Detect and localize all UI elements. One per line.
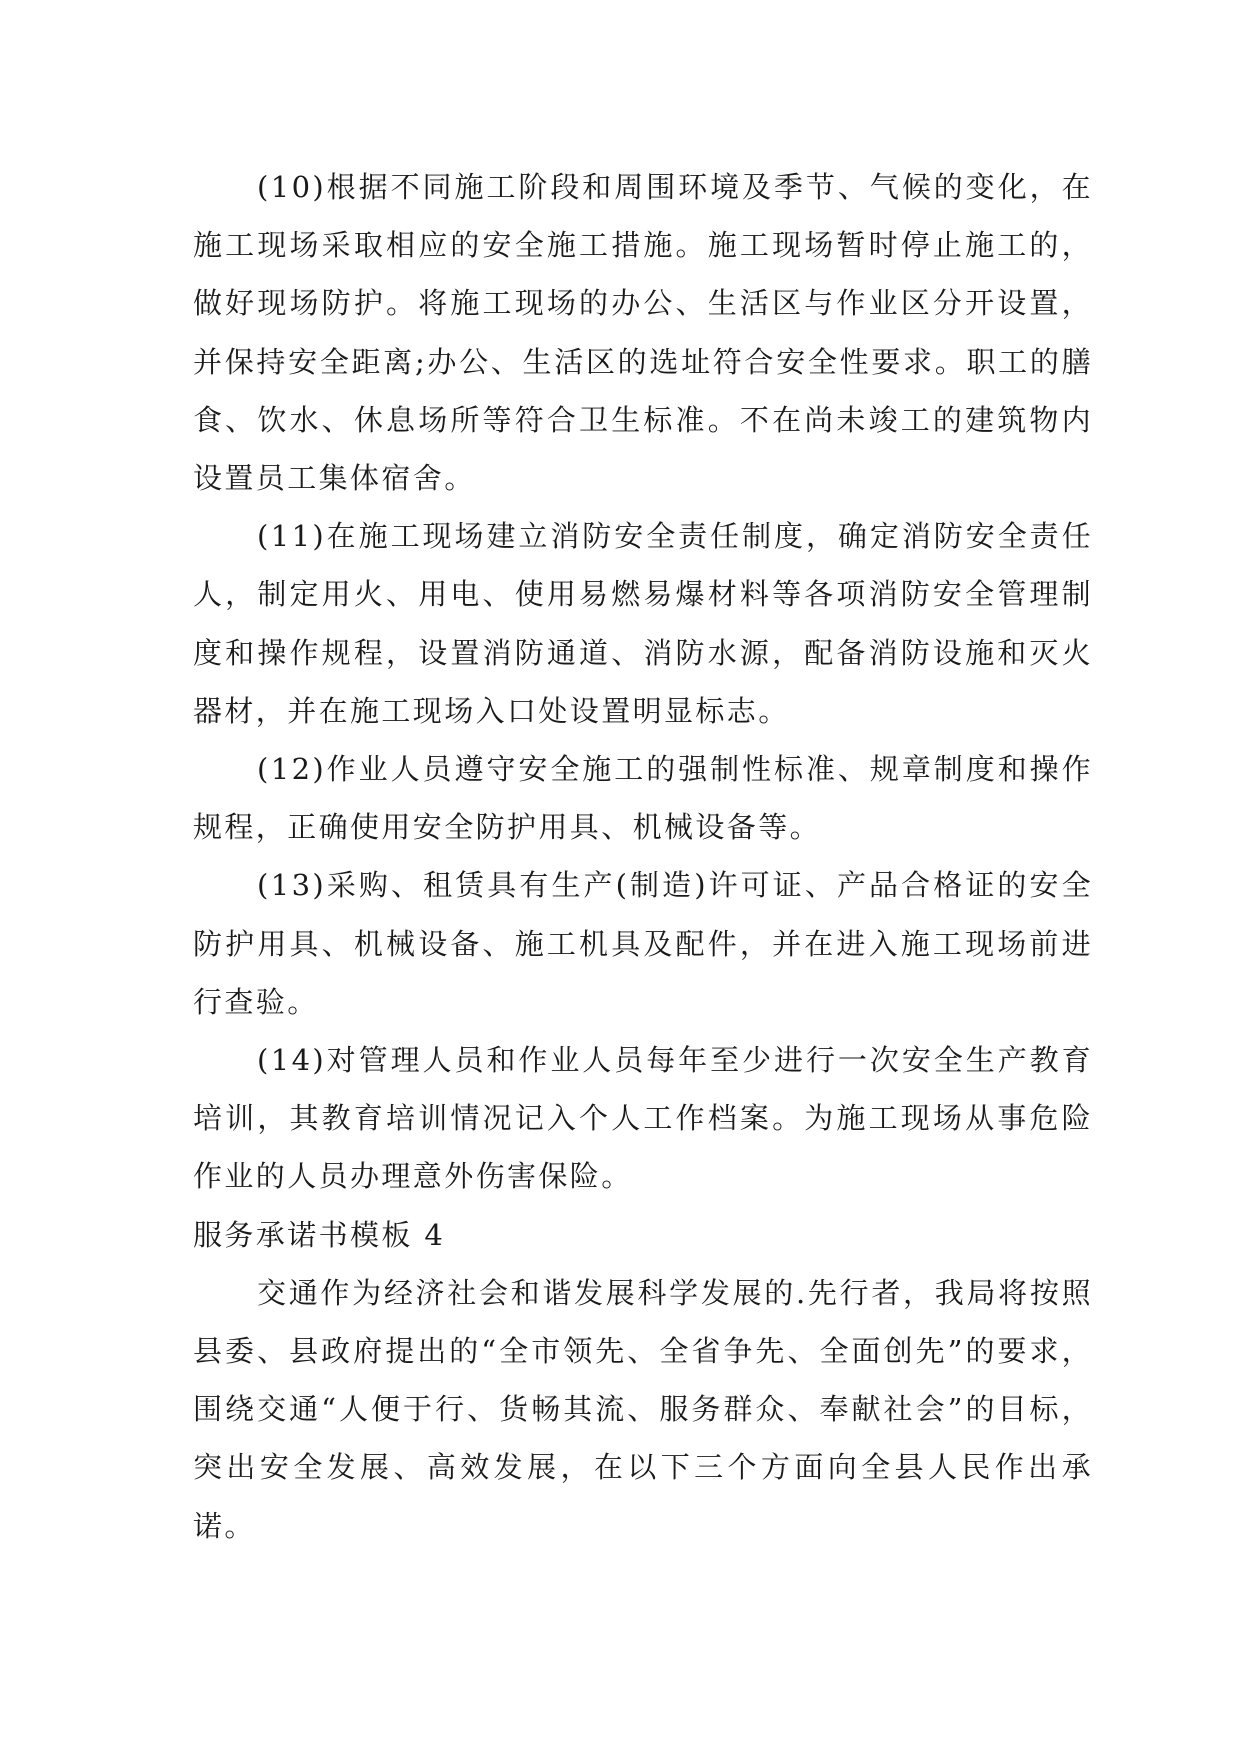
section-heading: 服务承诺书模板 4 [193,1217,446,1252]
paragraph-14: (14)对管理人员和作业人员每年至少进行一次安全生产教育培训，其教育培训情况记入个人工作档案。为施工现场从事危险作业的人员办理意外伤害保险。 [193,1043,1093,1194]
paragraph-10: (10)根据不同施工阶段和周围环境及季节、气候的变化，在施工现场采取相应的安全施工措施。施工现场暂时停止施工的，做好现场防护。将施工现场的办公、生活区与作业区分开设置，并保持安全距离;办公、生活区的选址符合安全性要求。职工的膳食、饮水、休息场所等符合卫生标准。不在尚未竣工的建筑物内设置员工集体宿舍。 [193,170,1093,496]
section-paragraph: 交通作为经济社会和谐发展科学发展的.先行者，我局将按照县委、县政府提出的“全市领先、全省争先、全面创先”的要求，围绕交通“人便于行、货畅其流、服务群众、奉献社会”的目标，突出安全发展、高效发展，在以下三个方面向全县人民作出承诺。 [193,1275,1093,1543]
paragraph-12: (12)作业人员遵守安全施工的强制性标准、规章制度和操作规程，正确使用安全防护用具、机械设备等。 [193,752,1093,845]
paragraph-11: (11)在施工现场建立消防安全责任制度，确定消防安全责任人，制定用火、用电、使用易燃易爆材料等各项消防安全管理制度和操作规程，设置消防通道、消防水源，配备消防设施和灭火器材，并在施工现场入口处设置明显标志。 [193,519,1093,728]
document-page [193,158,1093,1555]
paragraph-13: (13)采购、租赁具有生产(制造)许可证、产品合格证的安全防护用具、机械设备、施工机具及配件，并在进入施工现场前进行查验。 [193,868,1093,1019]
